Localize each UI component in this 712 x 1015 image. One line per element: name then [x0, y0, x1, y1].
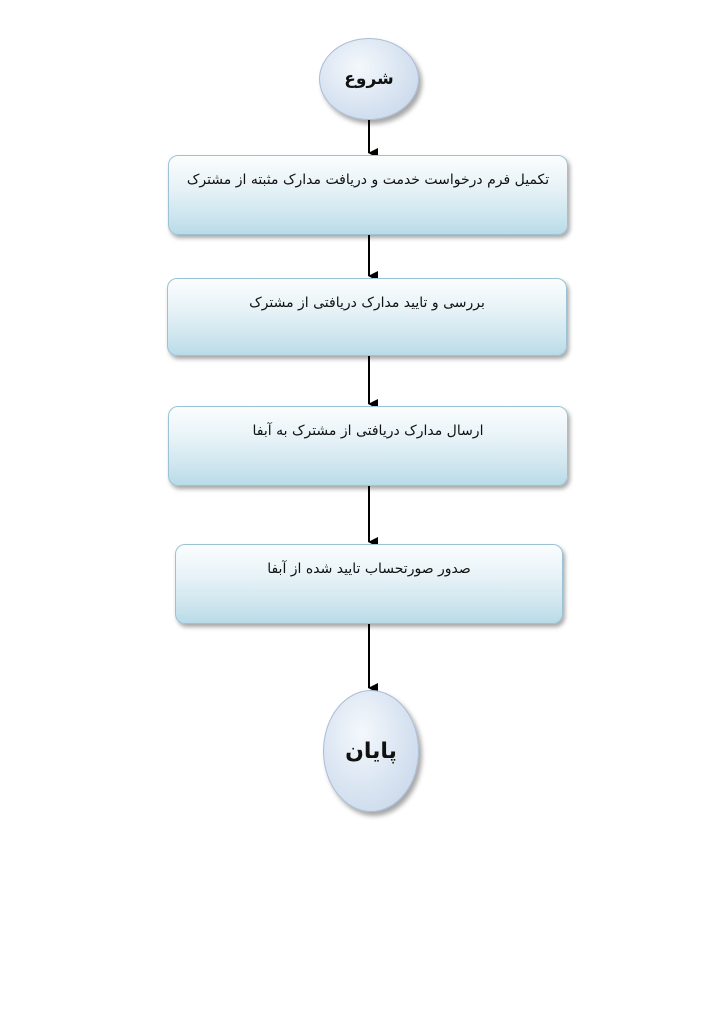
- step-3-box: [168, 406, 568, 486]
- step-2-label: بررسی و تایید مدارک دریافتی از مشترک: [249, 295, 485, 311]
- step-1-label: تکمیل فرم درخواست خدمت و دریافت مدارک مثبته از مشترک: [186, 172, 550, 188]
- step-4-label: صدور صورتحساب تایید شده از آبفا: [267, 561, 471, 577]
- step-4-box: [175, 544, 563, 624]
- step-2-box: [167, 278, 567, 356]
- end-label: پایان: [345, 738, 397, 764]
- end-node: [323, 690, 419, 812]
- step-1-box: [168, 155, 568, 235]
- start-label: شروع: [344, 69, 394, 89]
- start-node: [319, 38, 419, 120]
- step-3-label: ارسال مدارک دریافتی از مشترک به آبفا: [252, 423, 484, 439]
